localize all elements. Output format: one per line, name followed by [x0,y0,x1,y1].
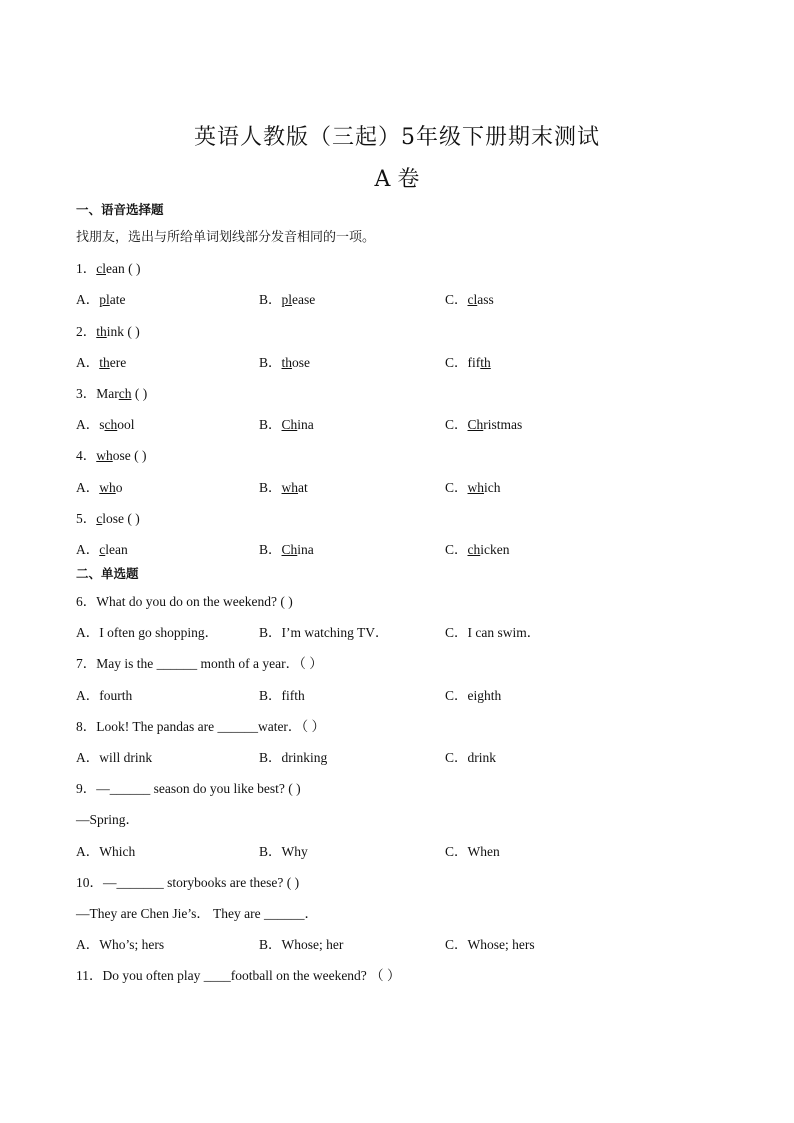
option-c: C．When [445,844,500,859]
section-heading-phonics: 一、语音选择题 [76,202,164,217]
question-answer-line: —Spring． [76,812,140,827]
option-a: A．plate [76,292,126,307]
question-stem: 9．—______ season do you like best? ( ) [76,781,301,796]
option-c: C．I can swim． [445,625,541,640]
question-stem: 4．whose ( ) [76,448,147,463]
option-b: B．those [259,355,311,370]
section-instruction: 找朋友，选出与所给单词划线部分发音相同的一项。 [76,230,376,245]
question-answer-line: —They are Chen Jie’s． They are ______． [76,906,318,921]
option-b: B．Whose; her [259,937,344,952]
page-title: 英语人教版（三起）5年级下册期末测试 [194,125,600,150]
question-stem: 5．close ( ) [76,511,140,526]
question-stem: 8．Look! The pandas are ______water．（ ） [76,719,326,734]
question-stem: 6．What do you do on the weekend? ( ) [76,594,293,609]
option-c: C．eighth [445,688,502,703]
option-b: B．Why [259,844,308,859]
question-stem: 11．Do you often play ____football on the weekend? （ ） [76,968,401,983]
option-b: B．drinking [259,750,328,765]
option-b: B．what [259,480,308,495]
question-stem: 3．March ( ) [76,386,148,401]
question-stem: 7．May is the ______ month of a year．（ ） [76,656,323,671]
option-c: C．which [445,480,501,495]
option-c: C．class [445,292,494,307]
option-a: A．there [76,355,127,370]
option-a: A．Which [76,844,136,859]
option-b: B．I’m watching TV． [259,625,389,640]
option-b: B．China [259,417,314,432]
option-c: C．drink [445,750,497,765]
option-a: A．Who’s; hers [76,937,165,952]
option-c: C．Whose; hers [445,937,535,952]
option-a: A．I often go shopping． [76,625,219,640]
option-a: A．school [76,417,135,432]
page-subtitle: A 卷 [374,167,420,192]
question-stem: 10．—_______ storybooks are these? ( ) [76,875,300,890]
option-b: B．China [259,542,314,557]
option-b: B．fifth [259,688,305,703]
option-b: B．please [259,292,316,307]
question-stem: 1．clean ( ) [76,261,141,276]
option-c: C．fifth [445,355,491,370]
option-c: C．Christmas [445,417,523,432]
question-stem: 2．think ( ) [76,324,140,339]
section-heading-choice: 二、单选题 [76,566,139,581]
option-a: A．will drink [76,750,153,765]
option-a: A．clean [76,542,128,557]
option-c: C．chicken [445,542,510,557]
option-a: A．fourth [76,688,133,703]
option-a: A．who [76,480,123,495]
